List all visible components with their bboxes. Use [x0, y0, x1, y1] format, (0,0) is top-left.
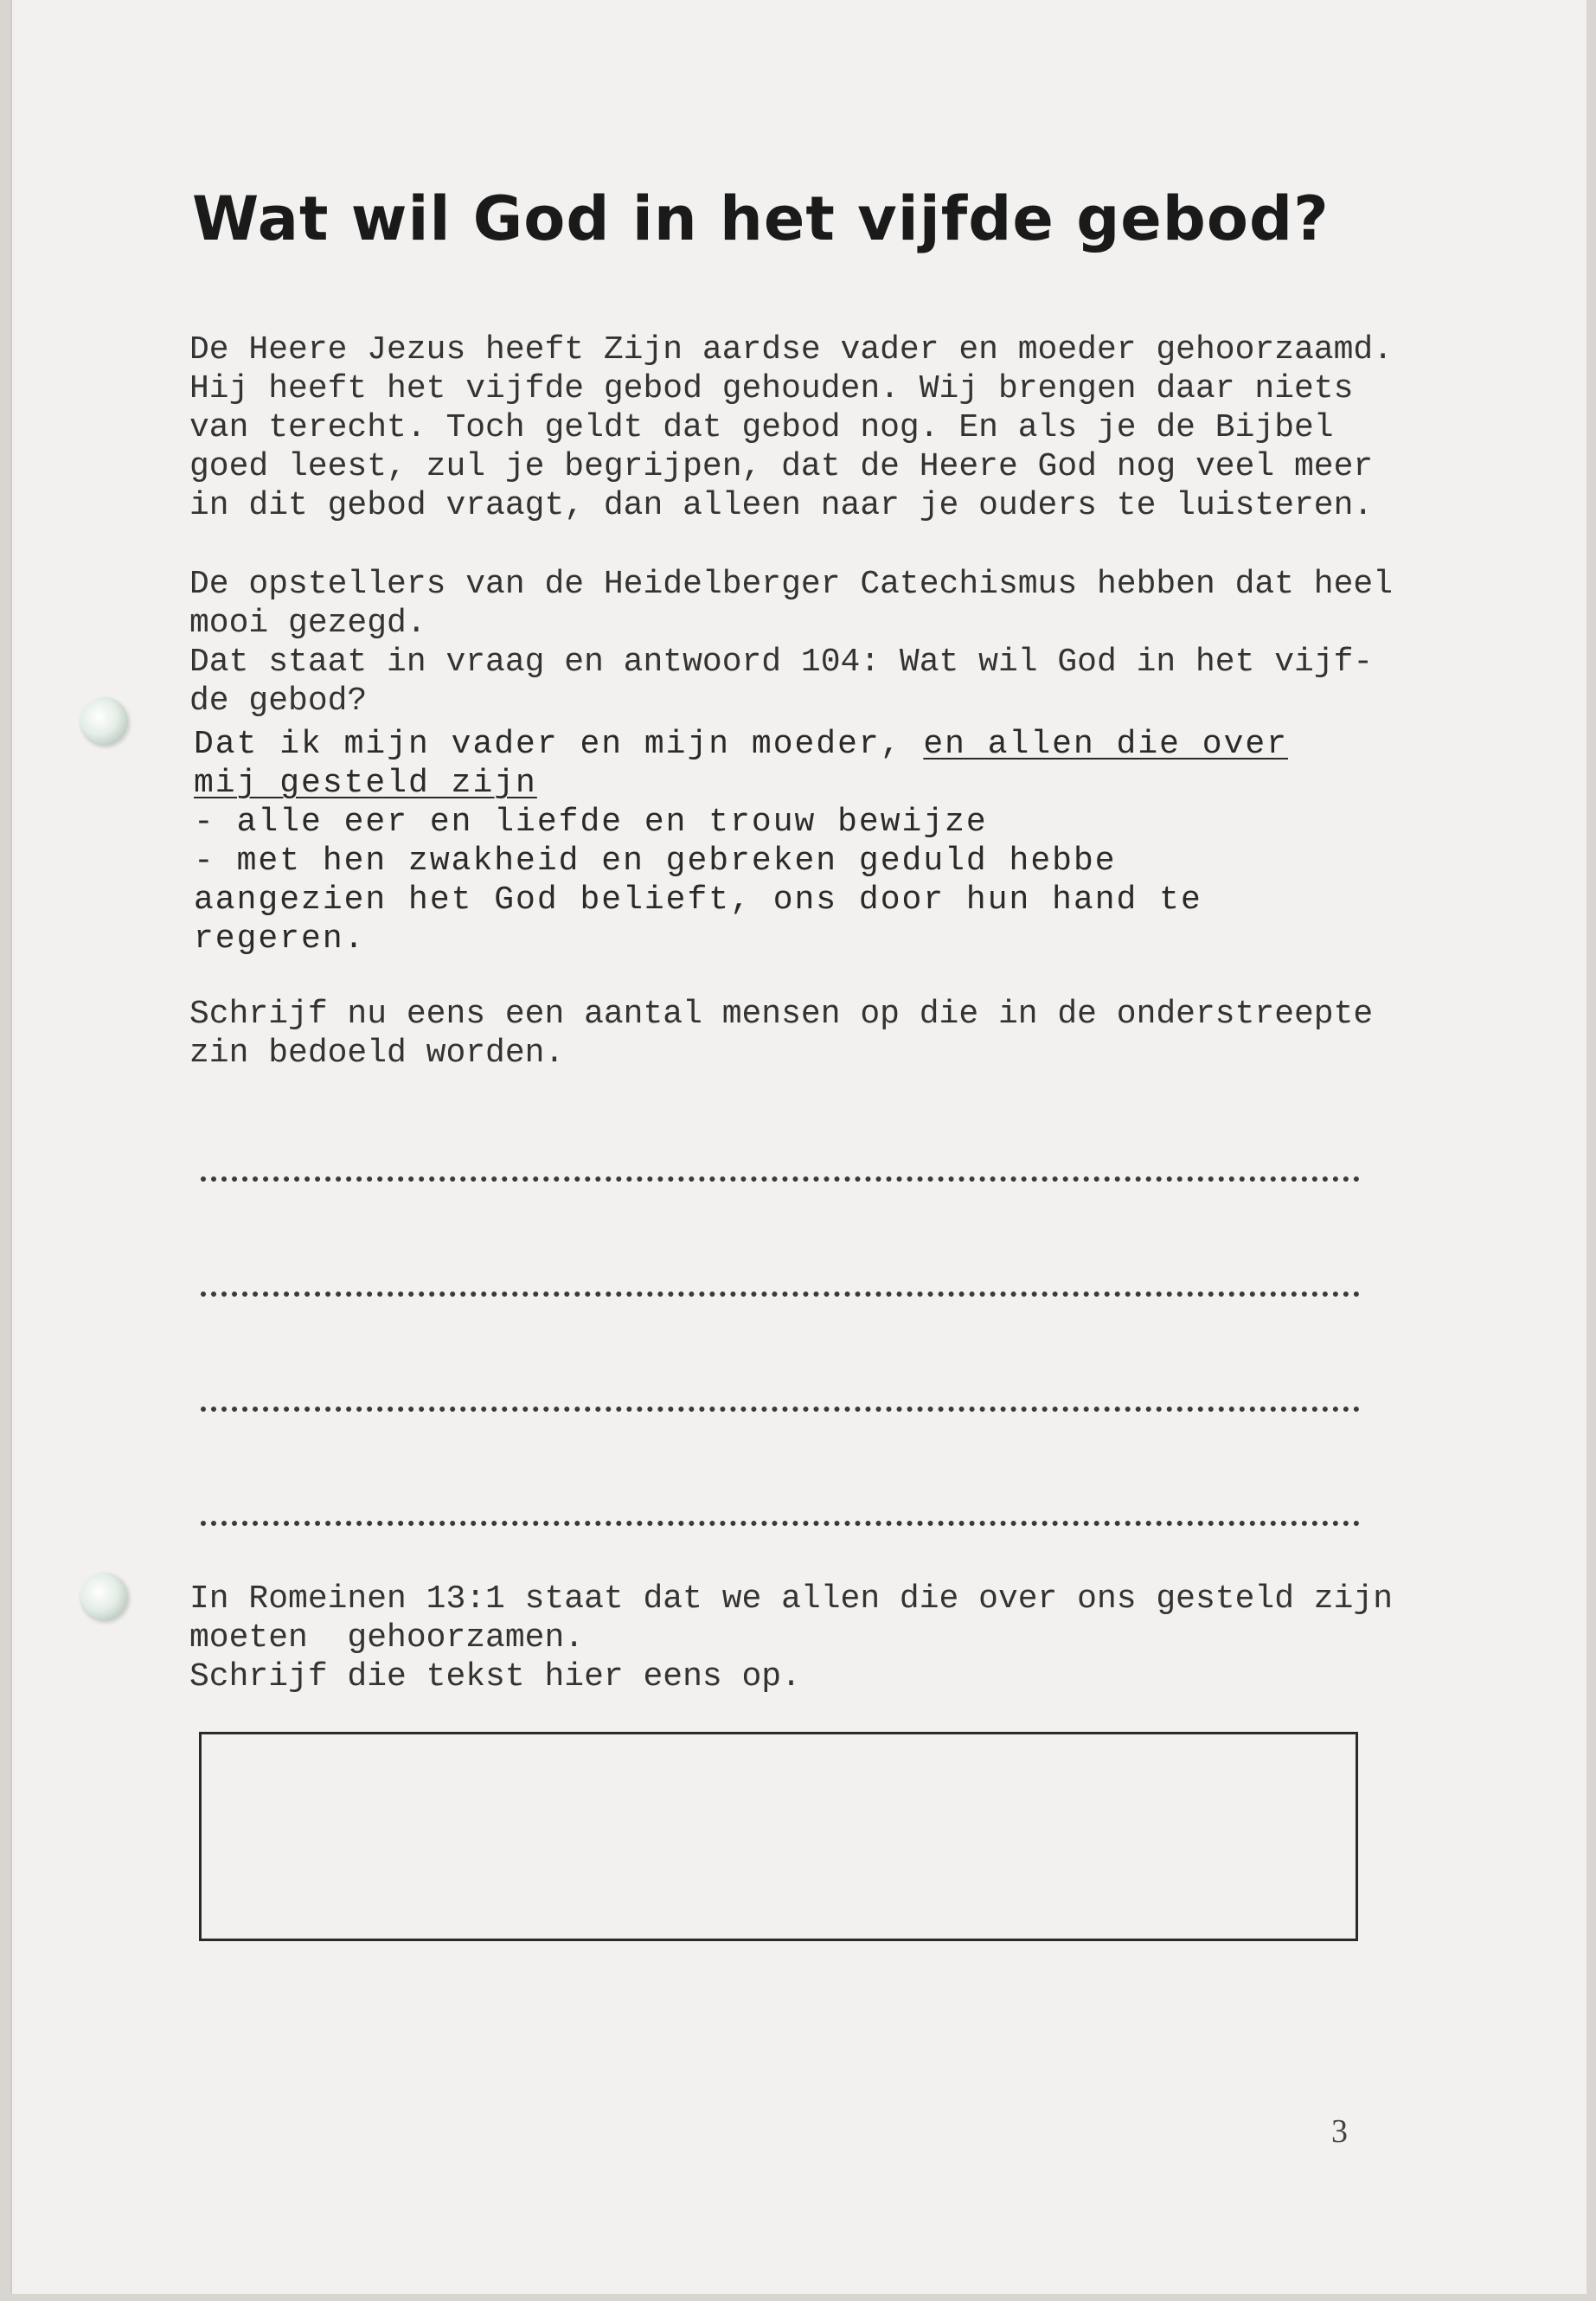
- quote-underlined-part2: mij gesteld zijn: [194, 765, 537, 802]
- worksheet-page: [10, 0, 1586, 2294]
- catechism-quote: [194, 725, 1288, 958]
- quote-underlined-part1: en allen die over: [923, 726, 1288, 763]
- catechism-paragraph: De opstellers van de Heidelberger Catechismus hebben dat heel mooi gezegd. Dat staat in vraag en antwoord 104: Wat wil God in het vijf- de gebod?: [189, 566, 1394, 720]
- binder-hole-bottom: [80, 1573, 128, 1621]
- romans-answer-box[interactable]: [199, 1732, 1358, 1941]
- quote-line1-start: Dat ik mijn vader en mijn moeder,: [194, 726, 924, 763]
- answer-line-1[interactable]: [201, 1170, 1360, 1182]
- quote-rest: - alle eer en liefde en trouw bewijze - met hen zwakheid en gebreken geduld hebbe aangezien het God belieft, ons door hun hand te regeren.: [194, 804, 1202, 958]
- page-title: Wat wil God in het vijfde gebod?: [192, 183, 1330, 254]
- instruction-romans: In Romeinen 13:1 staat dat we allen die over ons gesteld zijn moeten gehoorzamen. Schrijf die tekst hier eens op.: [189, 1580, 1394, 1695]
- intro-paragraph: De Heere Jezus heeft Zijn aardse vader en moeder gehoorzaamd. Hij heeft het vijfde gebod gehouden. Wij brengen daar niets van terecht. Toch geldt dat gebod nog. En als je de Bijbel goed leest, zul je begrijpen, dat de Heere God nog veel meer in dit gebod vraagt, dan alleen naar je ouders te luisteren.: [189, 331, 1394, 524]
- binder-hole-top: [80, 697, 128, 746]
- page-number: 3: [1331, 2113, 1348, 2150]
- answer-line-3[interactable]: [201, 1400, 1360, 1412]
- instruction-list-people: Schrijf nu eens een aantal mensen op die in de onderstreepte zin bedoeld worden.: [189, 996, 1374, 1072]
- answer-line-2[interactable]: [201, 1285, 1360, 1297]
- answer-line-4[interactable]: [201, 1514, 1360, 1526]
